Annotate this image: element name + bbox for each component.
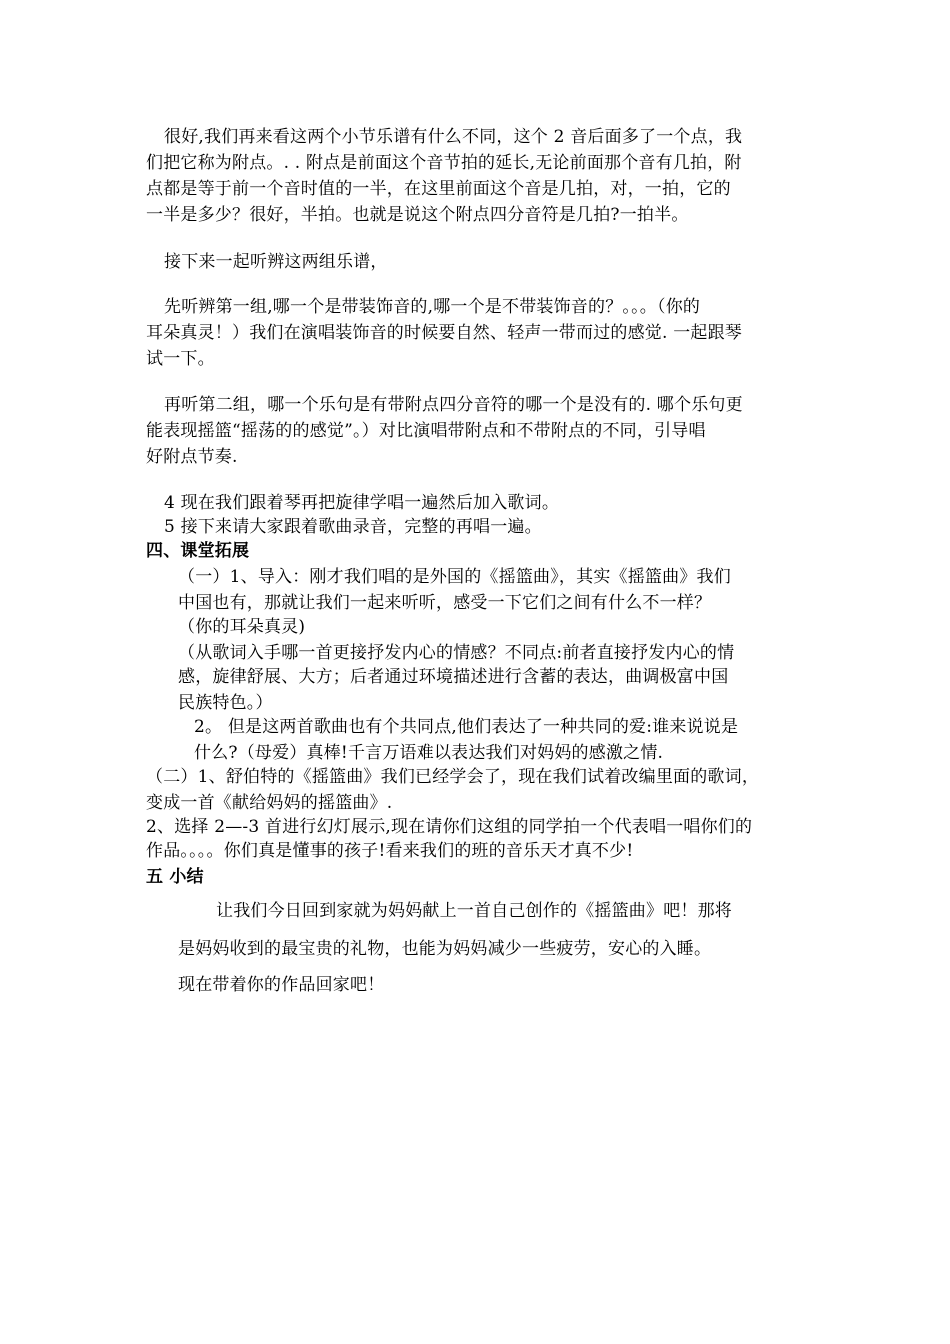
para4-line2: 能表现摇篮“摇荡的的感觉”。）对比演唱带附点和不带附点的不同，引导唱 — [146, 421, 706, 441]
sub4-line2: 作品。。。。你们真是懂事的孩子!看来我们的班的音乐天才真不少! — [146, 841, 634, 861]
sub1-line4: （从歌词入手哪一首更接抒发内心的情感？不同点:前者直接抒发内心的情 — [178, 643, 735, 663]
step4-text: 4 现在我们跟着琴再把旋律学唱一遍然后加入歌词。 — [164, 493, 560, 513]
para1-line3: 点都是等于前一个音时值的一半，在这里前面这个音是几拍，对，一拍，它的 — [146, 179, 731, 199]
summary-line3: 现在带着你的作品回家吧！ — [178, 975, 385, 995]
sub1-line3: （你的耳朵真灵) — [178, 617, 306, 637]
para3-line3: 试一下。 — [146, 349, 215, 369]
sub3-line2: 变成一首《献给妈妈的摇篮曲》. — [146, 793, 393, 813]
sub4-line1: 2、选择 2—-3 首进行幻灯展示,现在请你们这组的同学拍一个代表唱一唱你们的 — [146, 817, 753, 837]
para1-line2: 们把它称为附点。. . 附点是前面这个音节拍的延长,无论前面那个音有几拍，附 — [146, 153, 742, 173]
step5-text: 5 接下来请大家跟着歌曲录音，完整的再唱一遍。 — [164, 517, 542, 537]
sub1-line6: 民族特色。） — [178, 693, 273, 713]
sub2-line2: 什么?（母爱）真棒!千言万语难以表达我们对妈妈的感激之情. — [194, 743, 664, 763]
section4-heading: 四、课堂拓展 — [146, 541, 250, 561]
sub1-line5: 感，旋律舒展、大方；后者通过环境描述进行含蓄的表达，曲调极富中国 — [178, 667, 729, 687]
para3-line2: 耳朵真灵！）我们在演唱装饰音的时候要自然、轻声一带而过的感觉. 一起跟琴 — [146, 323, 743, 343]
sub2-line1: 2。 但是这两首歌曲也有个共同点,他们表达了一种共同的爱:谁来说说是 — [194, 717, 739, 737]
para3-line1: 先听辨第一组,哪一个是带装饰音的,哪一个是不带装饰音的？。。。（你的 — [164, 297, 701, 317]
sub1-line1: （一）1、导入：刚才我们唱的是外国的《摇篮曲》，其实《摇篮曲》我们 — [178, 567, 731, 587]
para1-line1: 很好,我们再来看这两个小节乐谱有什么不同，这个 2 音后面多了一个点，我 — [164, 127, 743, 147]
summary-line2: 是妈妈收到的最宝贵的礼物，也能为妈妈减少一些疲劳，安心的入睡。 — [178, 939, 712, 959]
summary-line1: 让我们今日回到家就为妈妈献上一首自己创作的《摇篮曲》吧！那将 — [216, 901, 732, 921]
sub3-line1: （二）1、舒伯特的《摇篮曲》我们已经学会了，现在我们试着改编里面的歌词， — [146, 767, 760, 787]
para2-line1: 接下来一起听辨这两组乐谱， — [164, 252, 388, 272]
sub1-line2: 中国也有，那就让我们一起来听听，感受一下它们之间有什么不一样？ — [178, 593, 712, 613]
para4-line1: 再听第二组，哪一个乐句是有带附点四分音符的哪一个是没有的. 哪个乐句更 — [164, 395, 743, 415]
section5-heading: 五 小结 — [146, 867, 204, 887]
para1-line4: 一半是多少？很好，半拍。也就是说这个附点四分音符是几拍?一拍半。 — [146, 205, 689, 225]
para4-line3: 好附点节奏. — [146, 447, 238, 467]
